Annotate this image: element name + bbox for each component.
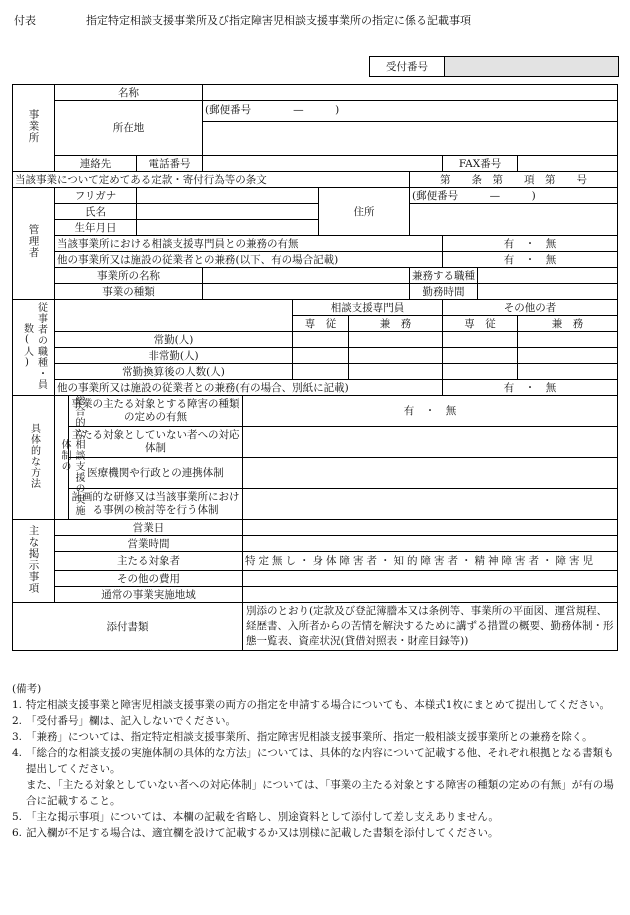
- posting-area-label: 通常の事業実施地域: [55, 587, 243, 603]
- manager-dob-label: 生年月日: [55, 220, 137, 236]
- posting-section-label: 主な掲示事項: [13, 520, 55, 603]
- form-title: 指定特定相談支援事業所及び指定障害児相談支援事業所の指定に係る記載事項: [86, 14, 471, 27]
- posting-hours-label: 営業時間: [55, 536, 243, 552]
- system-training-field[interactable]: [243, 489, 618, 520]
- staff-row-fulltime: 常勤(人): [55, 332, 293, 348]
- specialist-concurrent-label: 兼 務: [349, 316, 443, 332]
- staff-section-label: 従事者の職種・員数(人): [13, 300, 55, 396]
- attachments-label: 添付書類: [13, 603, 243, 651]
- posting-fees-field[interactable]: [243, 571, 618, 587]
- application-form-table: [12, 84, 618, 651]
- system-section-label: 具体的な方法: [13, 396, 55, 520]
- manager-furigana-field[interactable]: [137, 188, 319, 204]
- manager-concurrent-other-choice[interactable]: 有 ・ 無: [443, 252, 618, 268]
- office-address-label: 所在地: [55, 101, 203, 156]
- manager-address-label: 住所: [319, 188, 410, 236]
- staff-concurrent-label: 他の事業所又は施設の従業者との兼務(有の場合、別紙に記載): [55, 380, 443, 396]
- office-section-label: 事業所: [13, 85, 55, 172]
- staff-cell[interactable]: [349, 364, 443, 380]
- staff-header-blank: [55, 300, 293, 332]
- other-concurrent-label: 兼 務: [518, 316, 618, 332]
- staff-col-specialist: 相談支援専門員: [293, 300, 443, 316]
- posting-fees-label: その他の費用: [55, 571, 243, 587]
- manager-postal[interactable]: (郵便番号 — ): [410, 188, 618, 204]
- office-name-label: 名称: [55, 85, 203, 101]
- staff-cell[interactable]: [293, 364, 349, 380]
- other-office-name-label: 事業所の名称: [55, 268, 203, 284]
- staff-cell[interactable]: [293, 348, 349, 364]
- manager-concurrent-other-label: 他の事業所又は施設の従業者との兼務(以下、有の場合記載): [55, 252, 443, 268]
- staff-cell[interactable]: [443, 364, 518, 380]
- contact-label: 連絡先: [55, 156, 137, 172]
- attachments-value: 別添のとおり(定款及び登記簿謄本又は条例等、事業所の平面図、運営規程、経歴書、入所者からの苦情を解決するために講ずる措置の概要、勤務体制・形態一覧表、資産状況(貸借対照表・財産目録等)): [243, 603, 618, 651]
- concurrent-job-label: 兼務する職種: [410, 268, 478, 284]
- posting-target-choices[interactable]: 特定無し・身体障害者・知的障害者・精神障害者・障害児: [243, 552, 618, 571]
- other-office-name-field[interactable]: [203, 268, 410, 284]
- system-training-label: 計画的な研修又は当該事業所における事例の検討等を行う体制: [69, 489, 243, 520]
- staff-cell[interactable]: [518, 348, 618, 364]
- concurrent-job-field[interactable]: [478, 268, 618, 284]
- system-section-sublabel: 総合的な相談支援の実施体制の: [55, 396, 69, 520]
- posting-days-field[interactable]: [243, 520, 618, 536]
- articles-label: 当該事業について定めてある定款・寄付行為等の条文: [13, 172, 410, 188]
- system-disability-type-choice[interactable]: 有 ・ 無: [243, 396, 618, 427]
- staff-cell[interactable]: [518, 332, 618, 348]
- manager-concurrent-specialist-label: 当該事業所における相談支援専門員との兼務の有無: [55, 236, 443, 252]
- staff-cell[interactable]: [518, 364, 618, 380]
- receipt-number-label: 受付番号: [370, 57, 445, 76]
- notes-section: [12, 681, 620, 841]
- system-coordination-field[interactable]: [243, 458, 618, 489]
- note-item: 4. 「総合的な相談支援の実施体制の具体的な方法」については、具体的な内容について記載する他、それぞれ根拠となる書類も提出してください。: [12, 747, 614, 775]
- specialist-fulltime-label: 専 従: [293, 316, 349, 332]
- note-item: 6. 記入欄が不足する場合は、適宜欄を設けて記載するか又は別様に記載した書類を添付してください。: [12, 827, 499, 839]
- posting-target-label: 主たる対象者: [55, 552, 243, 571]
- fax-label: FAX番号: [443, 156, 518, 172]
- staff-cell[interactable]: [349, 332, 443, 348]
- manager-name-field[interactable]: [137, 204, 319, 220]
- other-fulltime-label: 専 従: [443, 316, 518, 332]
- note-item: 1. 特定相談支援事業と障害児相談支援事業の両方の指定を申請する場合についても、本様式1枚にまとめて提出してください。: [12, 699, 610, 711]
- business-type-field[interactable]: [203, 284, 410, 300]
- manager-section-label: 管理者: [13, 188, 55, 300]
- form-prefix: 付表: [14, 14, 36, 27]
- system-coordination-label: 医療機関や行政との連携体制: [69, 458, 243, 489]
- posting-area-field[interactable]: [243, 587, 618, 603]
- posting-hours-field[interactable]: [243, 536, 618, 552]
- staff-concurrent-choice[interactable]: 有 ・ 無: [443, 380, 618, 396]
- staff-cell[interactable]: [443, 348, 518, 364]
- fax-field[interactable]: [518, 156, 618, 172]
- manager-name-label: 氏名: [55, 204, 137, 220]
- staff-row-converted: 常勤換算後の人数(人): [55, 364, 293, 380]
- staff-col-other: その他の者: [443, 300, 618, 316]
- manager-dob-field[interactable]: [137, 220, 319, 236]
- staff-cell[interactable]: [349, 348, 443, 364]
- phone-label: 電話番号: [137, 156, 203, 172]
- staff-cell[interactable]: [443, 332, 518, 348]
- system-non-target-label: 主たる対象としていない者への対応体制: [69, 427, 243, 458]
- posting-days-label: 営業日: [55, 520, 243, 536]
- manager-furigana-label: フリガナ: [55, 188, 137, 204]
- business-type-label: 事業の種類: [55, 284, 203, 300]
- note-item: また、「主たる対象としていない者への対応体制」については、「事業の主たる対象とする障害の種類の定めの有無」が有の場合に記載すること。: [26, 779, 614, 807]
- manager-address-field[interactable]: [410, 204, 618, 236]
- work-hours-label: 勤務時間: [410, 284, 478, 300]
- note-item: 5. 「主な掲示事項」については、本欄の記載を省略し、別途資料として添付して差し支えありません。: [12, 811, 499, 823]
- work-hours-field[interactable]: [478, 284, 618, 300]
- staff-cell[interactable]: [293, 332, 349, 348]
- note-item: 3. 「兼務」については、指定特定相談支援事業所、指定障害児相談支援事業所、指定一般相談支援事業所との兼務を除く。: [12, 731, 593, 743]
- note-item: 2. 「受付番号」欄は、記入しないでください。: [12, 715, 236, 727]
- phone-field[interactable]: [203, 156, 443, 172]
- office-address-field[interactable]: [203, 122, 618, 156]
- manager-concurrent-specialist-choice[interactable]: 有 ・ 無: [443, 236, 618, 252]
- receipt-number-box: [369, 56, 619, 77]
- articles-field[interactable]: 第 条 第 項 第 号: [410, 172, 618, 188]
- receipt-number-field[interactable]: [445, 57, 618, 76]
- staff-row-parttime: 非常勤(人): [55, 348, 293, 364]
- system-non-target-field[interactable]: [243, 427, 618, 458]
- office-postal[interactable]: (郵便番号 — ): [203, 101, 618, 122]
- office-name-field[interactable]: [203, 85, 618, 101]
- notes-title: (備考): [12, 683, 42, 695]
- system-disability-type-label: 事業の主たる対象とする障害の種類の定めの有無: [69, 396, 243, 427]
